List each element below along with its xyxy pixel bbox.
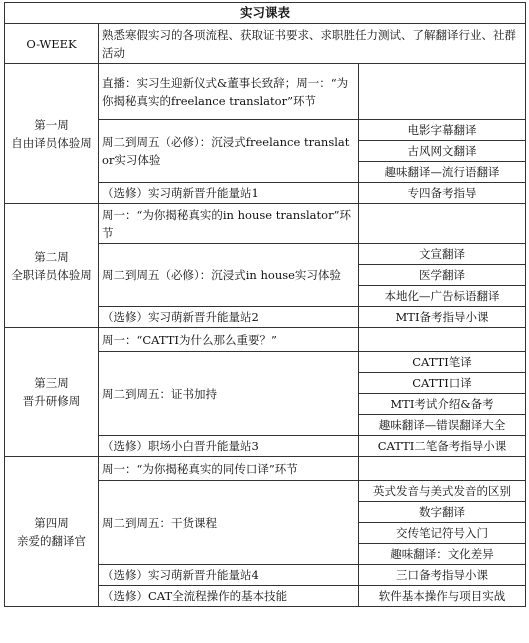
week1-elective-topic: 专四备考指导 (359, 183, 526, 204)
week3-monday: 周一：“CATTI为什么那么重要？” (99, 328, 359, 352)
week3-tue-fri: 周二到周五：证书加持 (99, 352, 359, 436)
week1-elective: （选修）实习萌新晋升能量站1 (99, 183, 359, 204)
week3-elective: （选修）职场小白晋升能量站3 (99, 436, 359, 457)
week4-tue-fri: 周二到周五：干货课程 (99, 481, 359, 565)
week2-monday-topic (359, 204, 526, 244)
week3-cell (5, 328, 99, 457)
week4-elective-topic: 三口备考指导小课 (359, 565, 526, 586)
week4-monday-topic (359, 457, 526, 481)
week1-monday: 直播：实习生迎新仪式&董事长致辞；周一：“为你揭秘真实的freelance translator”环节 (99, 64, 359, 120)
week4-course-2: 数字翻译 (359, 502, 526, 523)
week3-course-3: MTI考试介绍&备考 (359, 394, 526, 415)
internship-schedule-table (4, 2, 526, 607)
week2-tue-fri: 周二到周五（必修）：沉浸式in house实习体验 (99, 244, 359, 307)
week1-label: 第一周 (34, 117, 69, 132)
table-title: 实习课表 (5, 3, 526, 24)
week4-course-4: 趣味翻译：文化差异 (359, 544, 526, 565)
week3-monday-topic (359, 328, 526, 352)
week3-elective-topic: CATTI二笔备考指导小课 (359, 436, 526, 457)
week4-theme: 亲爱的翻译官 (17, 533, 86, 548)
week1-monday-topic (359, 64, 526, 120)
week2-theme: 全职译员体验周 (11, 267, 92, 282)
week3-course-1: CATTI笔译 (359, 352, 526, 373)
week4-course-1: 英式发音与美式发音的区别 (359, 481, 526, 502)
week4-label: 第四周 (34, 515, 69, 530)
oweek-description: 熟悉寒假实习的各项流程、获取证书要求、求职胜任力测试、了解翻译行业、社群活动 (99, 24, 526, 64)
week3-course-4: 趣味翻译—错误翻译大全 (359, 415, 526, 436)
week3-course-2: CATTI口译 (359, 373, 526, 394)
week4-cat-topic: 软件基本操作与项目实战 (359, 586, 526, 607)
week2-course-1: 文宣翻译 (359, 244, 526, 265)
week2-cell (5, 204, 99, 328)
week4-monday: 周一：“为你揭秘真实的同传口译”环节 (99, 457, 359, 481)
week3-theme: 晋升研修周 (22, 394, 81, 408)
week2-elective: （选修）实习萌新晋升能量站2 (99, 307, 359, 328)
week1-theme: 自由译员体验周 (11, 135, 92, 150)
week4-course-3: 交传笔记符号入门 (359, 523, 526, 544)
week1-tue-fri: 周二到周五（必修）：沉浸式freelance translator实习体验 (99, 120, 359, 183)
week1-course-2: 古风网文翻译 (359, 141, 526, 162)
oweek-label: O-WEEK (5, 24, 99, 64)
week1-cell (5, 64, 99, 204)
week4-cell (5, 457, 99, 607)
week2-elective-topic: MTI备考指导小课 (359, 307, 526, 328)
week2-course-2: 医学翻译 (359, 265, 526, 286)
week1-course-3: 趣味翻译—流行语翻译 (359, 162, 526, 183)
week4-elective: （选修）实习萌新晋升能量站4 (99, 565, 359, 586)
week4-cat-elective: （选修）CAT全流程操作的基本技能 (99, 586, 359, 607)
week3-label: 第三周 (34, 376, 69, 390)
week2-monday: 周一：“为你揭秘真实的in house translator”环节 (99, 204, 359, 244)
week2-course-3: 本地化—广告标语翻译 (359, 286, 526, 307)
week2-label: 第二周 (34, 249, 69, 264)
week1-course-1: 电影字幕翻译 (359, 120, 526, 141)
